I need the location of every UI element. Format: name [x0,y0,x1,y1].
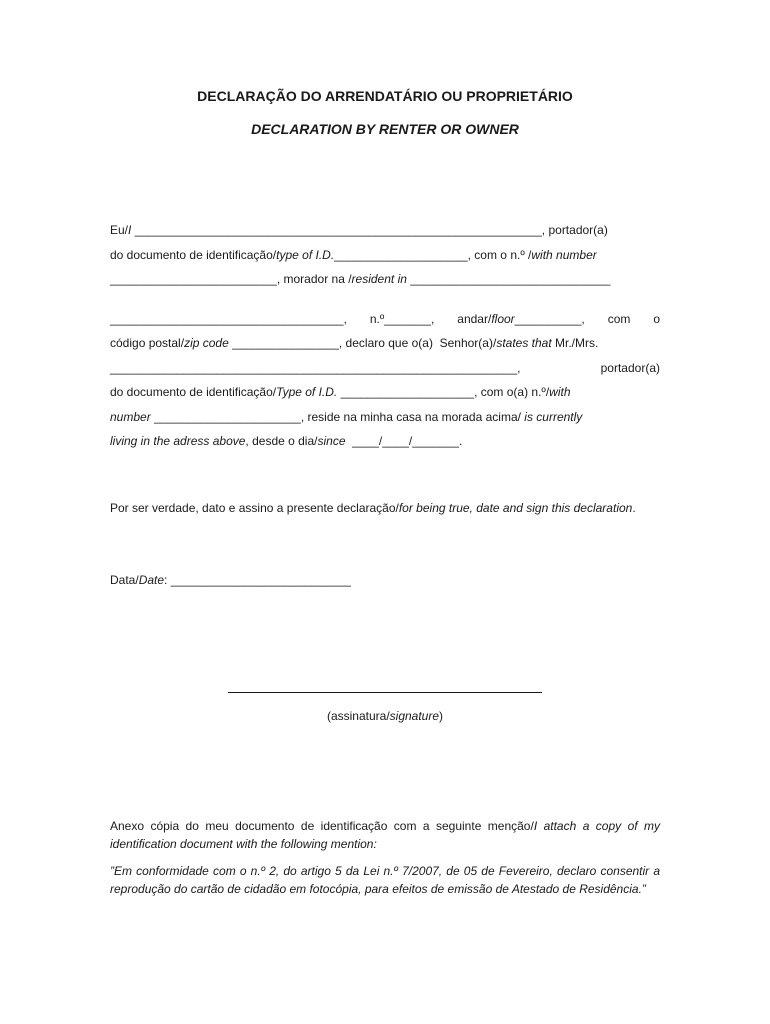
form-text-en: type of I.D. [276,248,335,262]
date-blank-field[interactable]: : ___________________________ [164,573,351,587]
form-line-3 [110,271,660,287]
form-line-7 [110,384,660,400]
truth-text-en: for being true, date and sign this declaration [398,501,633,515]
signature-caption-en: signature [389,709,440,723]
annex-statement [110,817,660,853]
street-blank-field[interactable]: ___________________________________, [110,312,347,326]
form-text-en: since [317,434,346,448]
form-text-en: living in the adress above [110,434,246,448]
consent-quote: ”Em conformidade com o n.º 2, do artigo 5 da Lei n.º 7/2007, de 05 de Fevereiro, declaro consentir a reprodução do cartão de cidadão em fotocópia, para efeitos de emissão de Atestado de Residência.” [110,864,660,896]
form-text: andar/ [457,312,492,326]
form-line-8 [110,409,660,425]
zip-blank-field[interactable]: ________________, declaro que o(a) Senhor(a)/ [228,336,497,350]
form-text-en: floor [491,312,515,326]
date-line [110,572,660,588]
form-text: Mr./Mrs. [551,336,599,350]
signature-line[interactable] [228,692,542,693]
form-line-4 [110,311,660,327]
form-line-2 [110,247,660,263]
date-label-pt: Data/ [110,573,139,587]
title-portuguese: DECLARAÇÃO DO ARRENDATÁRIO OU PROPRIETÁRIO [197,88,573,104]
resident-id-type-blank-field[interactable]: ____________________, com o(a) n.º/ [337,385,550,399]
form-text-en: with number [531,248,597,262]
number-blank-field[interactable]: n.º_______, [369,312,435,326]
annex-text-pt: Anexo cópia do meu documento de identificação com a seguinte menção/ [110,819,534,833]
form-text: , desde o dia/ [245,434,318,448]
since-date-blank-field[interactable]: ____/____/_______. [345,434,463,448]
truth-statement [110,499,660,517]
form-text: Eu/ [110,223,129,237]
title-english: DECLARATION BY RENTER OR OWNER [251,121,519,137]
form-text: do documento de identificação/ [110,385,277,399]
truth-text-pt: Por ser verdade, dato e assino a presente declaração/ [110,501,399,515]
form-line-6 [110,360,660,376]
form-line-9 [110,433,660,449]
floor-blank-field[interactable]: __________, [514,312,585,326]
form-text-en: resident in [351,272,407,286]
form-text-en: I [128,223,132,237]
form-text-en: number [110,410,151,424]
form-text: o [653,312,660,326]
signature-caption [0,709,770,723]
form-text: portador(a) [600,361,660,375]
name-blank-field[interactable]: _____________________________________________________________, portador(a) [131,223,608,237]
address-blank-field[interactable]: ______________________________ [406,272,611,286]
signature-caption-pre: (assinatura/ [326,709,390,723]
form-text-en: Type of I.D. [276,385,338,399]
date-label-en: Date [138,573,165,587]
form-text: do documento de identificação/ [110,248,277,262]
form-line-5 [110,335,660,351]
id-type-blank-field[interactable]: ____________________, com o n.º / [334,248,532,262]
id-number-blank-field[interactable]: _________________________, morador na / [110,272,352,286]
form-text-en: is currently [524,410,583,424]
form-text: com [607,312,631,326]
form-text-en: zip code [184,336,229,350]
signature-caption-post: ) [439,709,444,723]
form-text: código postal/ [110,336,185,350]
truth-end: . [632,501,636,515]
form-text-en: with [549,385,571,399]
resident-id-number-blank-field[interactable]: ______________________, reside na minha casa na morada acima/ [150,410,525,424]
form-line-1 [110,222,660,238]
form-text-en: states that [496,336,552,350]
resident-name-blank-field[interactable]: _____________________________________________________________, [110,361,521,375]
annex-text-en: I attach a copy of my identification document with the following mention: [110,819,661,851]
